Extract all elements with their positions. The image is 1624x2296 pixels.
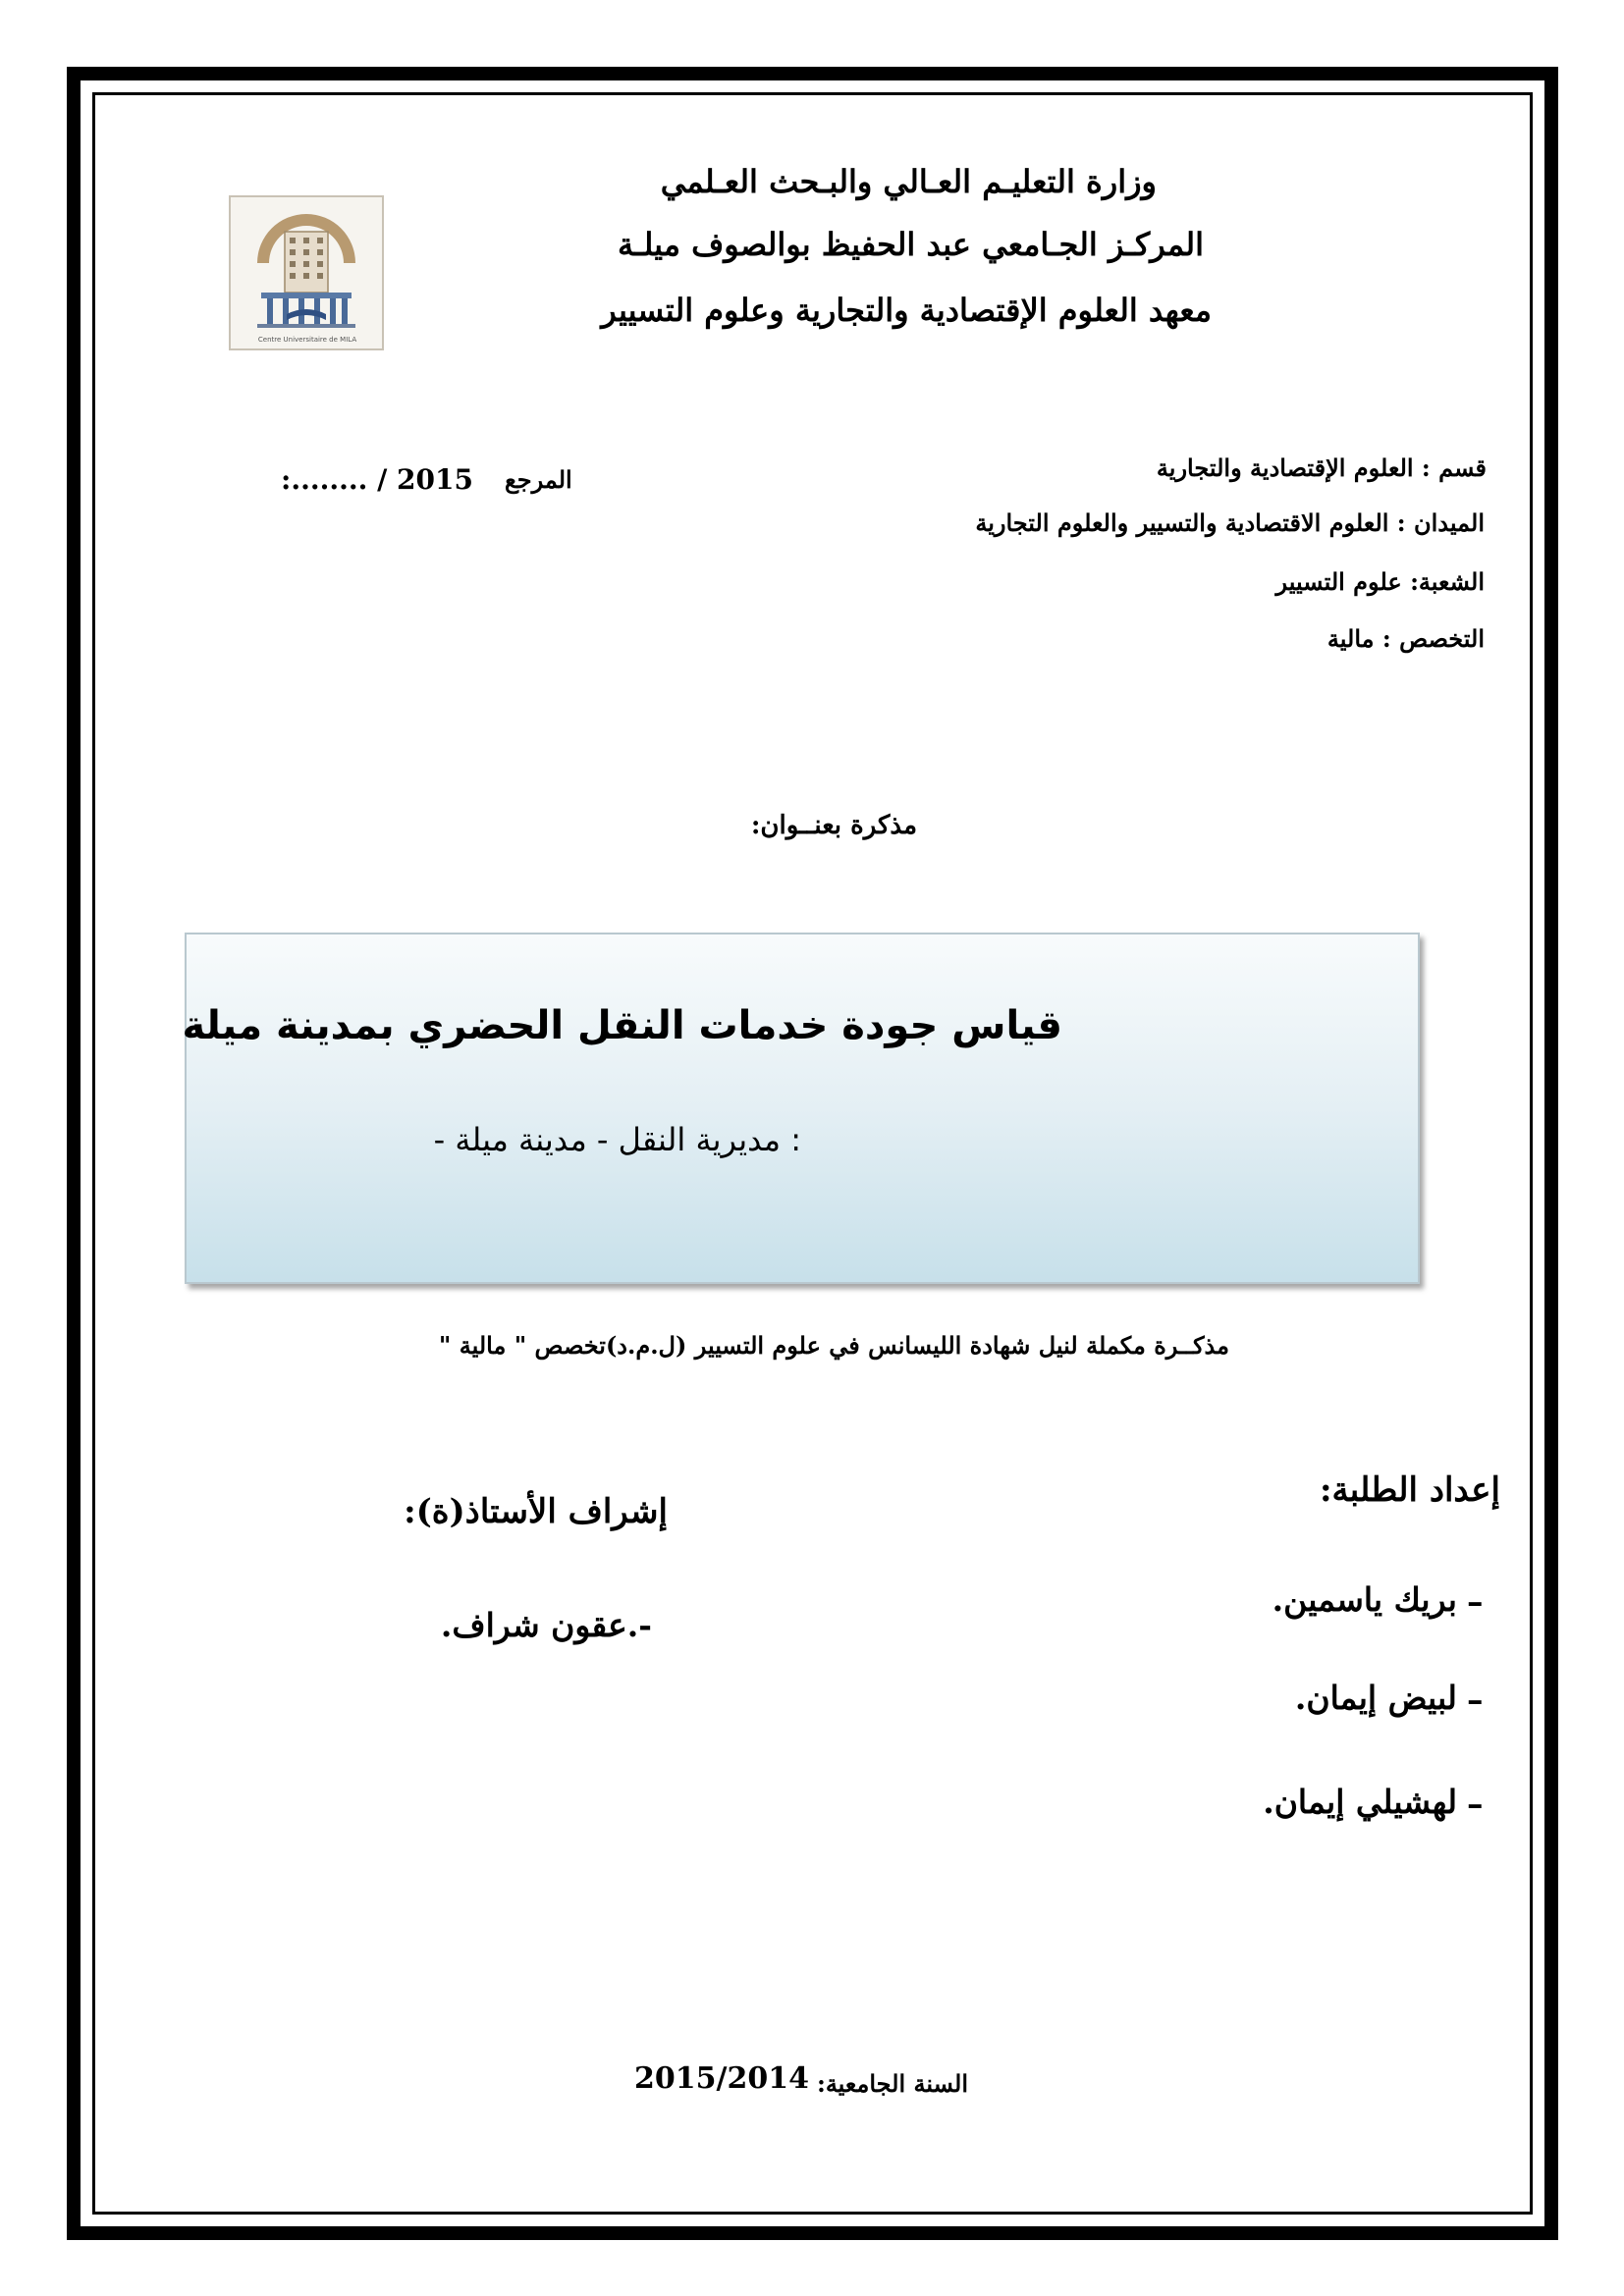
supervisor-name: -.عقون شراف. — [440, 1606, 652, 1644]
degree-note: مذكــرة مكملة لنيل شهادة الليسانس في علوم التسيير (ل.م.د)تخصص " مالية " — [438, 1331, 1229, 1360]
university-center-name: المركـز الجـامعي عبد الحفيظ بوالصوف ميلـة — [618, 226, 1204, 263]
field-line: الميدان : العلوم الاقتصادية والتسيير والعلوم التجارية — [975, 508, 1485, 537]
department-line: قسم : العلوم الإقتصادية والتجارية — [1156, 454, 1487, 482]
title-box — [185, 933, 1420, 1284]
student-2-name: لبيض إيمان. — [1294, 1679, 1457, 1717]
institute-name: معهد العلوم الإقتصادية والتجارية وعلوم التسيير — [601, 292, 1212, 329]
academic-year-label: السنة الجامعية: — [816, 2069, 968, 2098]
student-2-dash: – — [1467, 1681, 1484, 1719]
branch-line: الشعبة: علوم التسيير — [1275, 567, 1485, 596]
memo-label: مذكرة بعنــوان: — [750, 811, 917, 840]
student-3-name: لهشيلي إيمان. — [1263, 1783, 1457, 1821]
specialty-line: التخصص : مالية — [1326, 624, 1485, 653]
reference-value: :........ / 2015 — [281, 463, 473, 496]
student-1-name: بريك ياسمين. — [1272, 1580, 1457, 1619]
reference-label: المرجع — [505, 465, 572, 494]
thesis-subtitle: : مديرية النقل - مدينة ميلة - — [433, 1121, 801, 1158]
ministry-name: وزارة التعليـم العـالي والبـحث العـلمي — [660, 163, 1157, 200]
student-1-dash: – — [1467, 1582, 1484, 1621]
academic-year-value: 2015/2014 — [634, 2061, 809, 2096]
supervisor-heading: إشراف الأستاذ(ة): — [404, 1492, 668, 1531]
student-3-dash: – — [1467, 1785, 1484, 1823]
thesis-title: قياس جودة خدمات النقل الحضري بمدينة ميلة — [182, 1003, 1062, 1048]
logo-caption: Centre Universitaire de MILA — [257, 336, 357, 344]
university-logo — [228, 194, 385, 351]
students-heading: إعداد الطلبة: — [1320, 1470, 1500, 1510]
